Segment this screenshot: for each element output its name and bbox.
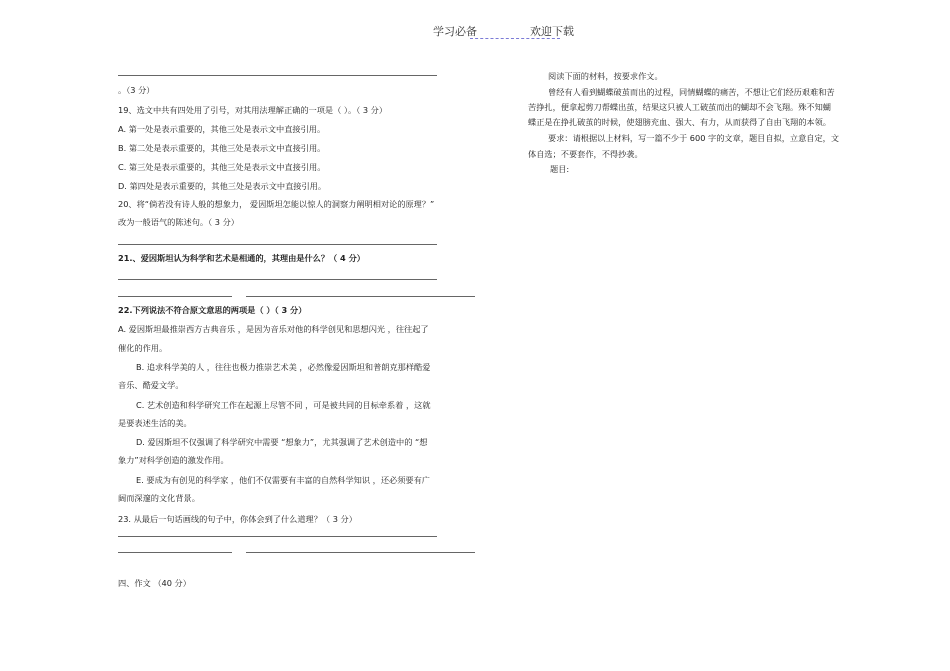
q22-option-d-line2: 象力”对科学创造的激发作用。 [118,455,229,465]
essay-intro: 阅读下面的材料，按要求作文。 [548,71,663,81]
q22-option-b-line2: 音乐、酷爱文学。 [118,380,184,390]
q19-option-d: D. 第四处是表示重要的，其他三处是表示文中直接引用。 [118,181,327,191]
material-line3: 蝶正是在挣扎破茧的时候，使翅膀充血、强大、有力，从而获得了自由飞翔的本领。 [528,117,831,127]
answer-line [118,75,437,76]
q19-option-a: A. 第一处是表示重要的，其他三处是表示文中直接引用。 [118,124,326,134]
answer-line [118,244,437,245]
q21: 21.、爱因斯坦认为科学和艺术是相通的，其理由是什么？（ 4 分） [118,253,365,263]
q22-option-e-line1: E. 要成为有创见的科学家 ，他们不仅需要有丰富的自然科学知识 ，还必须要有广 [136,475,430,485]
q22-option-a-line1: A. 爱因斯坦最推崇西方古典音乐 ，是因为音乐对他的科学创见和思想闪光 ，往往起了 [118,324,429,334]
q20-line1: 20、将“倘若没有诗人般的想象力， 爱因斯坦怎能以惊人的洞察力阐明相对论的原理？” [118,199,435,209]
header-left-text: 学习必备 [433,25,477,38]
q22-option-e-line2: 阔而深邃的文化背景。 [118,493,200,503]
answer-line [118,536,437,537]
requirement-line2: 体自选；不要套作，不得抄袭。 [528,149,643,159]
q22-option-c-line1: C. 艺术创造和科学研究工作在起源上尽管不同 ，可是被共同的目标牵系着 ，这就 [136,400,431,410]
answer-line [118,279,437,280]
q23: 23. 从最后一句话画线的句子中，你体会到了什么道理？（ 3 分） [118,514,357,524]
requirement-line1: 要求：请根据以上材料，写一篇不少于 600 字的文章，题目自拟，立意自定，文 [548,133,840,143]
q22-option-b-line1: B. 追求科学美的人 ，往往也极力推崇艺术美 ，必然像爱因斯坦和普朗克那样酷爱 [136,362,431,372]
q22-option-c-line2: 是要表述生活的美。 [118,418,192,428]
q19-stem: 19、选文中共有四处用了引号，对其用法理解正确的一项是（ ）。（ 3 分） [118,105,388,115]
header-right-text: 欢迎下载 [530,25,574,38]
q22-option-d-line1: D. 爱因斯坦不仅强调了科学研究中需要 “想象力”，尤其强调了艺术创造中的 “想 [136,437,428,447]
answer-line [246,296,475,297]
score-tail: 。（3 分） [118,85,155,95]
material-line2: 苦挣扎，便拿起剪刀帮蝶出茧，结果这只被人工破茧而出的蝴却不会飞翔。殊不知蝴 [528,102,831,112]
section-4-heading: 四、作文 （40 分） [118,578,191,588]
header-dashed-underline [470,38,560,39]
q19-option-b: B. 第二处是表示重要的，其他三处是表示文中直接引用。 [118,143,326,153]
essay-title-label: 题目: [550,164,570,174]
answer-line [118,296,232,297]
q19-option-c: C. 第三处是表示重要的，其他三处是表示文中直接引用。 [118,162,326,172]
material-line1: 曾经有人看到蝴蝶破茧而出的过程，同情蝴蝶的痛苦，不想让它们经历艰难和苦 [548,87,835,97]
answer-line [118,552,232,553]
q22-stem: 22.下列说法不符合原文意思的两项是（ ）（ 3 分） [118,305,307,315]
answer-line [246,552,475,553]
q20-line2: 改为一般语气的陈述句。（ 3 分） [118,217,239,227]
q22-option-a-line2: 催化的作用。 [118,343,168,353]
